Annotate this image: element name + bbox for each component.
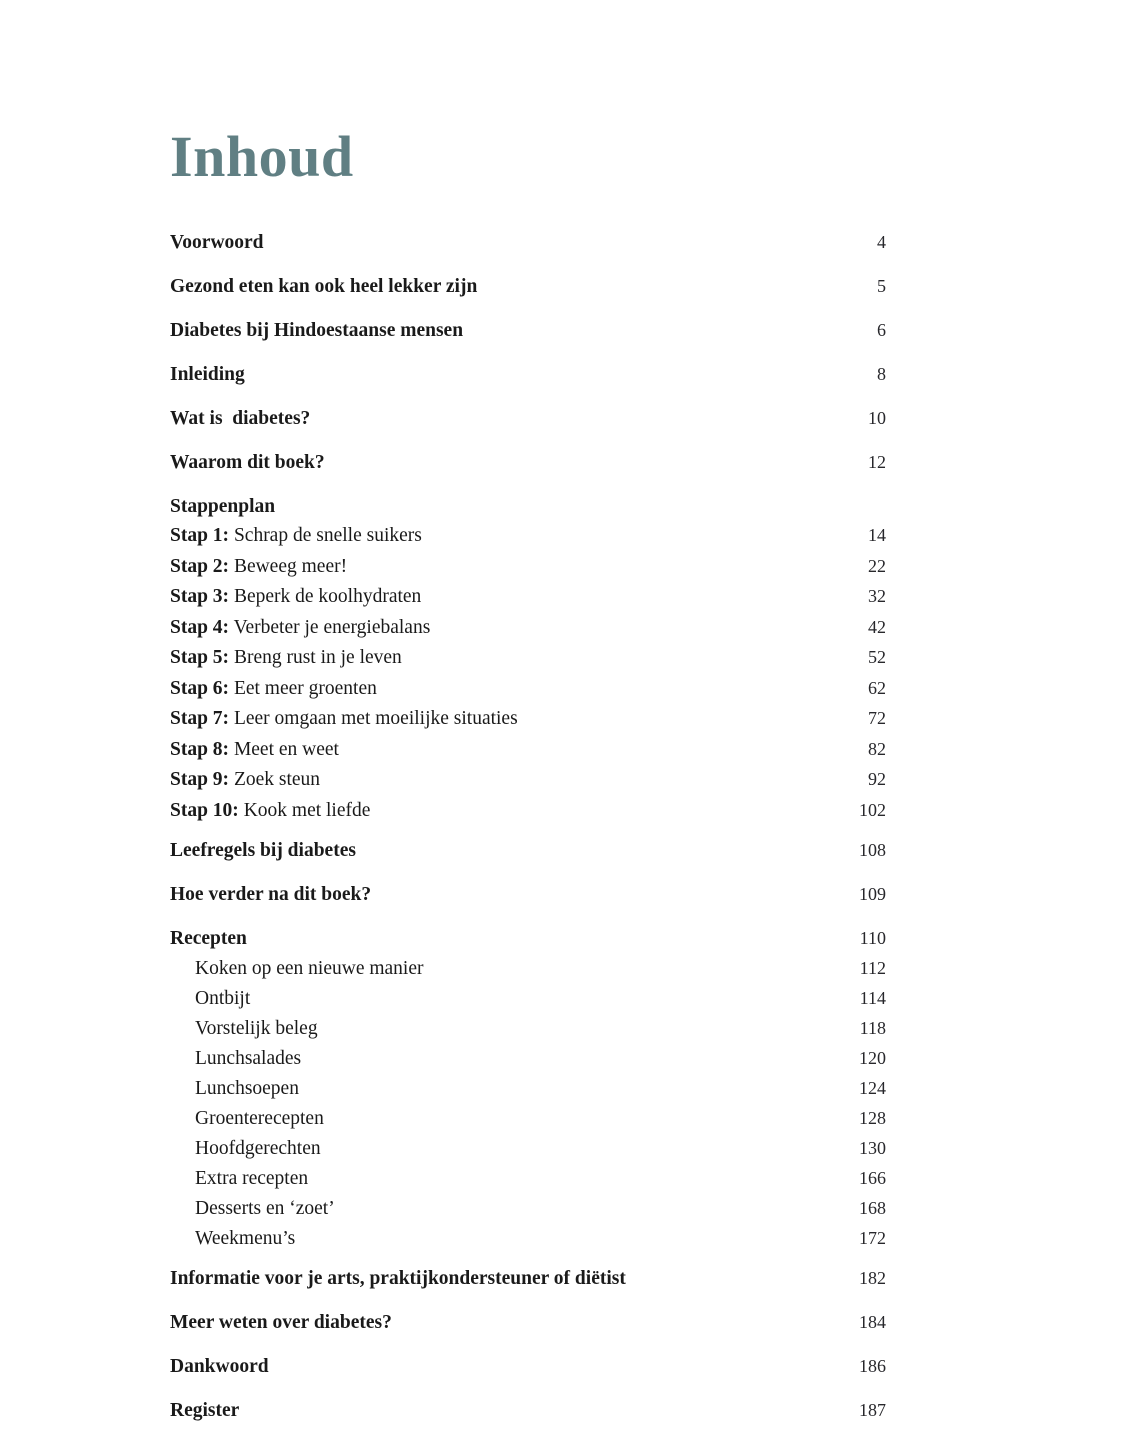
toc-step-description: Eet meer groenten <box>229 677 377 699</box>
toc-entry-label: Weekmenu’s <box>195 1227 296 1249</box>
table-of-contents-list <box>170 232 886 1422</box>
toc-entry[interactable] <box>170 1168 886 1190</box>
toc-entry-page-number: 110 <box>859 927 886 948</box>
toc-entry[interactable] <box>170 1048 886 1070</box>
toc-entry[interactable] <box>170 1078 886 1100</box>
toc-entry-page-number: 14 <box>868 525 886 545</box>
toc-entry[interactable] <box>170 928 886 950</box>
toc-entry[interactable] <box>170 496 886 518</box>
toc-step-prefix: Stap 9: <box>170 769 230 790</box>
toc-entry[interactable] <box>170 556 886 578</box>
toc-step-prefix: Stap 4: <box>170 616 230 638</box>
toc-entry-page-number: 92 <box>868 769 886 789</box>
toc-step-description: Verbeter je energiebalans <box>229 616 431 638</box>
toc-entry-label: Groenterecepten <box>195 1107 324 1129</box>
toc-entry-page-number: 109 <box>859 883 886 904</box>
toc-entry[interactable] <box>170 525 886 547</box>
toc-entry-page-number: 5 <box>877 276 886 296</box>
toc-entry[interactable] <box>170 769 886 791</box>
toc-entry-label: Gezond eten kan ook heel lekker zijn <box>170 276 478 297</box>
toc-entry-page-number: 112 <box>859 957 886 978</box>
toc-entry[interactable] <box>170 408 886 430</box>
toc-entry[interactable] <box>170 1108 886 1130</box>
toc-entry-page-number: 168 <box>859 1197 886 1218</box>
toc-step-description: Leer omgaan met moeilijke situaties <box>229 708 518 729</box>
toc-entry[interactable] <box>170 884 886 906</box>
toc-step-description: Beperk de koolhydraten <box>229 586 422 607</box>
toc-entry-page-number: 32 <box>868 586 886 606</box>
toc-step-prefix: Stap 3: <box>170 586 230 607</box>
toc-entry-label: Koken op een nieuwe manier <box>195 957 424 979</box>
toc-entry-page-number: 42 <box>868 616 886 637</box>
toc-entry[interactable] <box>170 739 886 761</box>
toc-entry-label <box>170 556 347 578</box>
toc-entry-page-number: 52 <box>868 647 886 667</box>
toc-entry-label <box>170 678 377 700</box>
toc-entry-label <box>170 647 402 669</box>
toc-step-description: Schrap de snelle suikers <box>229 525 422 546</box>
toc-entry[interactable] <box>170 364 886 386</box>
toc-entry-page-number: 62 <box>868 677 886 698</box>
toc-entry[interactable] <box>170 708 886 730</box>
toc-entry-label: Lunchsoepen <box>195 1077 299 1099</box>
toc-entry-label <box>170 586 421 608</box>
toc-entry-page-number: 10 <box>868 408 886 428</box>
toc-step-prefix: Stap 7: <box>170 708 230 729</box>
toc-entry-page-number: 172 <box>859 1227 886 1248</box>
toc-entry[interactable] <box>170 1018 886 1040</box>
toc-step-description: Meet en weet <box>229 738 339 760</box>
toc-entry-label: Recepten <box>170 927 247 949</box>
toc-step-prefix: Stap 2: <box>170 555 230 577</box>
toc-entry-page-number: 120 <box>859 1047 886 1068</box>
toc-entry-label: Waarom dit boek? <box>170 452 325 473</box>
toc-entry[interactable] <box>170 1198 886 1220</box>
toc-entry-page-number: 8 <box>877 364 886 384</box>
toc-entry-label <box>170 525 422 547</box>
toc-step-description: Breng rust in je leven <box>229 647 402 668</box>
page-title: Inhoud <box>170 124 354 189</box>
toc-entry[interactable] <box>170 678 886 700</box>
toc-entry-page-number: 184 <box>859 1311 886 1332</box>
toc-entry-page-number: 166 <box>859 1167 886 1188</box>
toc-entry-page-number: 12 <box>868 452 886 472</box>
toc-entry-label <box>170 708 518 730</box>
toc-entry-label <box>170 739 339 761</box>
toc-entry-label: Leefregels bij diabetes <box>170 839 356 861</box>
toc-entry[interactable] <box>170 1312 886 1334</box>
toc-entry[interactable] <box>170 1400 886 1422</box>
toc-step-prefix: Stap 5: <box>170 647 230 668</box>
toc-entry-label <box>170 617 430 639</box>
toc-entry-page-number: 6 <box>877 320 886 340</box>
toc-entry-label: Stappenplan <box>170 496 276 517</box>
toc-entry-label: Hoofdgerechten <box>195 1137 321 1159</box>
toc-entry[interactable] <box>170 452 886 474</box>
toc-entry[interactable] <box>170 320 886 342</box>
toc-entry[interactable] <box>170 800 886 822</box>
toc-entry[interactable] <box>170 617 886 639</box>
toc-entry-page-number: 187 <box>859 1399 886 1420</box>
toc-entry-label <box>170 800 370 822</box>
toc-entry[interactable] <box>170 1138 886 1160</box>
toc-entry-page-number: 4 <box>877 232 886 252</box>
toc-entry-label: Hoe verder na dit boek? <box>170 883 372 905</box>
toc-entry-page-number: 182 <box>859 1267 886 1288</box>
toc-entry-label: Dankwoord <box>170 1355 269 1377</box>
toc-entry-label: Inleiding <box>170 364 245 385</box>
toc-entry-page-number: 186 <box>859 1355 886 1376</box>
toc-entry-label: Desserts en ‘zoet’ <box>195 1197 335 1219</box>
toc-entry-page-number: 82 <box>868 738 886 759</box>
toc-step-description: Kook met liefde <box>238 799 371 821</box>
toc-entry-label: Informatie voor je arts, praktijkondersteuner of diëtist <box>170 1267 626 1289</box>
toc-entry-label: Lunchsalades <box>195 1047 302 1069</box>
toc-entry[interactable] <box>170 647 886 669</box>
toc-entry-label: Register <box>170 1399 240 1421</box>
toc-entry[interactable] <box>170 1268 886 1290</box>
toc-step-prefix: Stap 6: <box>170 677 230 699</box>
toc-step-prefix: Stap 8: <box>170 738 230 760</box>
toc-entry[interactable] <box>170 840 886 862</box>
toc-entry-page-number: 114 <box>859 987 886 1008</box>
toc-entry-label: Extra recepten <box>195 1167 309 1189</box>
toc-entry-page-number: 72 <box>868 708 886 728</box>
toc-step-prefix: Stap 1: <box>170 525 230 546</box>
toc-entry-label: Voorwoord <box>170 232 264 253</box>
toc-entry-page-number: 22 <box>868 555 886 576</box>
toc-entry-page-number: 124 <box>859 1077 886 1098</box>
toc-entry-label <box>170 769 320 791</box>
toc-step-description: Beweeg meer! <box>229 555 348 577</box>
toc-step-description: Zoek steun <box>229 769 321 790</box>
toc-entry[interactable] <box>170 958 886 980</box>
toc-entry-page-number: 102 <box>859 799 886 820</box>
toc-entry-label: Vorstelijk beleg <box>195 1017 318 1039</box>
toc-entry-page-number: 118 <box>859 1017 886 1038</box>
toc-entry-page-number: 128 <box>859 1107 886 1128</box>
toc-entry-label: Diabetes bij Hindoestaanse mensen <box>170 320 464 341</box>
toc-step-prefix: Stap 10: <box>170 799 239 821</box>
toc-entry[interactable] <box>170 586 886 608</box>
toc-entry-label: Ontbijt <box>195 987 251 1009</box>
toc-entry[interactable] <box>170 1228 886 1250</box>
toc-entry-page-number: 130 <box>859 1137 886 1158</box>
toc-entry[interactable] <box>170 276 886 298</box>
toc-entry-label: Wat is diabetes? <box>170 408 311 429</box>
toc-entry[interactable] <box>170 988 886 1010</box>
toc-entry-page-number: 108 <box>859 839 886 860</box>
toc-entry-label: Meer weten over diabetes? <box>170 1311 392 1333</box>
toc-entry[interactable] <box>170 232 886 254</box>
toc-entry[interactable] <box>170 1356 886 1378</box>
